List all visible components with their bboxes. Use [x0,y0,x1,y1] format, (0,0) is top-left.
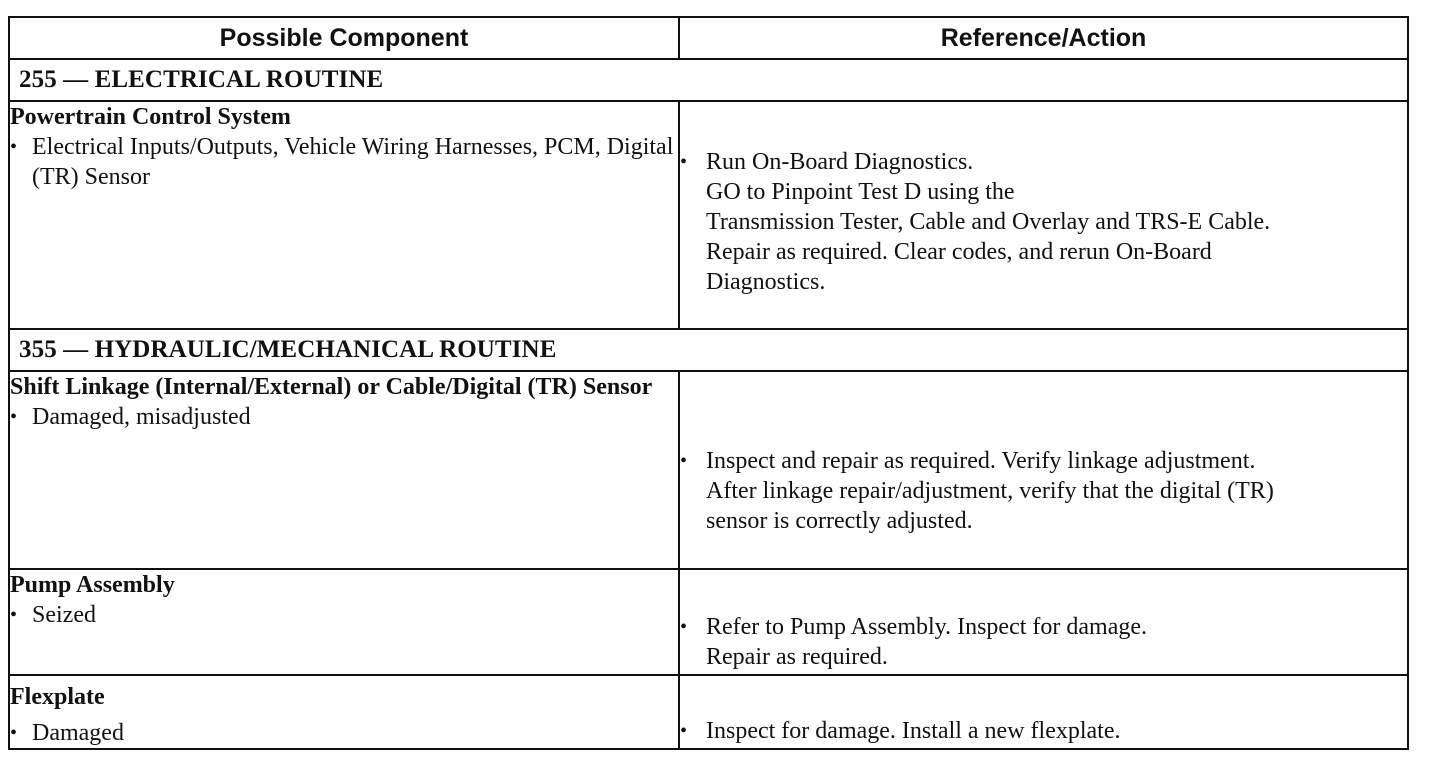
action-line: Inspect and repair as required. Verify linkage adjustment. [706,448,1256,474]
section-row [9,59,1408,101]
component-cell [9,569,679,675]
section-title: 355 — HYDRAULIC/MECHANICAL ROUTINE [9,329,1408,371]
action-line: Run On-Board Diagnostics. [706,149,974,175]
condition-text: Electrical Inputs/Outputs, Vehicle Wiring Harnesses, PCM, Digital (TR) Sensor [32,134,674,190]
bullet-icon: • [10,136,18,158]
action-line: sensor is correctly adjusted. [706,508,973,534]
action-line: Transmission Tester, Cable and Overlay and TRS-E Cable. [706,209,1271,235]
header-possible-component: Possible Component [9,17,679,59]
action-line: After linkage repair/adjustment, verify that the digital (TR) [706,478,1274,504]
action-item [680,716,1407,746]
component-title: Powertrain Control System [10,104,291,130]
condition-text: Seized [32,602,96,628]
bullet-icon: • [10,406,18,428]
condition-text: Damaged, misadjusted [32,404,251,430]
bullet-icon: • [680,720,688,742]
header-reference-action: Reference/Action [679,17,1408,59]
action-line: Diagnostics. [706,269,826,295]
bullet-icon: • [680,450,688,472]
component-title: Flexplate [10,684,105,710]
bullet-icon: • [10,722,18,744]
condition-item [10,718,678,748]
component-cell [9,675,679,749]
action-item [680,612,1407,672]
table-row [9,675,1408,749]
table-header-row [9,17,1408,59]
action-cell [679,371,1408,569]
bullet-icon: • [680,151,688,173]
action-line: Refer to Pump Assembly. Inspect for damage. [706,614,1148,640]
condition-item [10,600,678,630]
component-title: Pump Assembly [10,572,175,598]
diagnostic-table [8,16,1409,750]
action-cell [679,675,1408,749]
condition-item [10,402,678,432]
bullet-icon: • [680,616,688,638]
table-row [9,371,1408,569]
action-item [680,147,1407,297]
table-row [9,569,1408,675]
action-line: Repair as required. Clear codes, and rerun On-Board [706,239,1212,265]
action-line: Repair as required. [706,644,888,670]
table-row [9,101,1408,329]
condition-text: Damaged [32,720,124,746]
action-cell [679,569,1408,675]
section-title: 255 — ELECTRICAL ROUTINE [9,59,1408,101]
action-cell [679,101,1408,329]
component-cell [9,371,679,569]
condition-item [10,132,678,192]
action-line: GO to Pinpoint Test D using the [706,179,1015,205]
component-cell [9,101,679,329]
action-line: Inspect for damage. Install a new flexplate. [706,718,1121,744]
action-item [680,446,1407,536]
bullet-icon: • [10,604,18,626]
section-row [9,329,1408,371]
component-title: Shift Linkage (Internal/External) or Cable/Digital (TR) Sensor [10,374,653,400]
